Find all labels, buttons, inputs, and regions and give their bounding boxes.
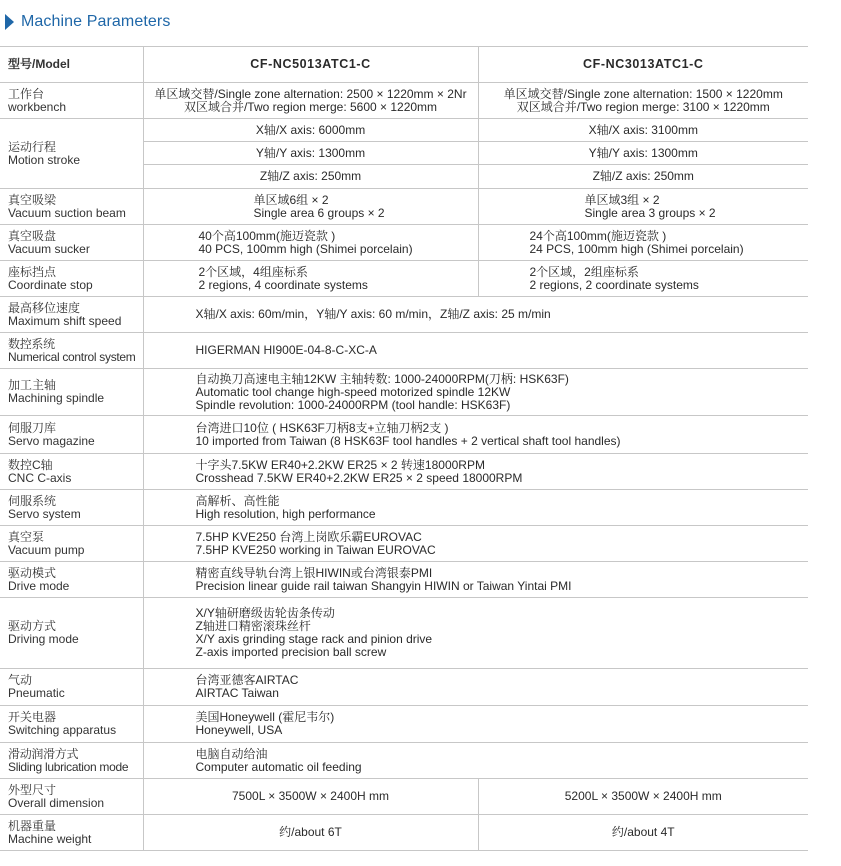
- row-label: [0, 490, 143, 526]
- cell-col-2: [478, 83, 808, 119]
- value-line: 2个区域，4组座标系: [198, 264, 308, 279]
- row-label: [0, 779, 143, 815]
- cell-col-2: [478, 189, 808, 225]
- table-row-drive-mode: [0, 562, 808, 598]
- cell-col-2: Z轴/Z axis: 250mm: [478, 165, 808, 189]
- table-row-servo-magazine: [0, 416, 808, 454]
- cell-value: HIGERMAN HI900E-04-8-C-XC-A: [143, 333, 808, 369]
- label-en: Machining spindle: [8, 391, 105, 405]
- row-label: [0, 189, 143, 225]
- value-line: Single area 6 groups × 2: [253, 205, 385, 220]
- value-line: X/Y轴研磨级齿轮齿条传动: [195, 606, 335, 620]
- table-row-shift-speed: [0, 297, 808, 333]
- cell-col-1: [143, 261, 478, 297]
- label-en: Pneumatic: [8, 686, 65, 700]
- parameters-table: [0, 46, 808, 851]
- table-row-servo-system: [0, 490, 808, 526]
- label-zh: 工作台: [8, 86, 45, 101]
- cell-col-1: [143, 225, 478, 261]
- value-line: 高解析、高性能: [195, 493, 280, 508]
- label-zh: 座标挡点: [8, 264, 57, 279]
- cell-value: [143, 490, 808, 526]
- value-line: 双区域合并/Two region merge: 3100 × 1220mm: [516, 99, 770, 114]
- label-en: Machine weight: [8, 831, 92, 846]
- table-row-workbench: [0, 83, 808, 119]
- label-en: Servo system: [8, 506, 81, 521]
- value-line: Z轴进口精密滚珠丝杆: [195, 619, 311, 633]
- table-row-vacuum-pump: [0, 526, 808, 562]
- row-label: [0, 225, 143, 261]
- cell-value: [143, 454, 808, 490]
- value-line: 2个区域，2组座标系: [529, 264, 639, 279]
- value-line: 7.5HP KVE250 台湾上岗欧乐霸EUROVAC: [195, 529, 422, 544]
- label-en: CNC C-axis: [8, 470, 72, 485]
- label-zh: 机器重量: [8, 818, 57, 833]
- table-row-pneumatic: [0, 669, 808, 706]
- cell-col-1: 7500L × 3500W × 2400H mm: [143, 779, 478, 815]
- cell-value: [143, 562, 808, 598]
- value-line: 单区域交替/Single zone alternation: 1500 × 1220mm: [503, 86, 783, 101]
- table-row-dimension: [0, 779, 808, 815]
- cell-col-1: 约/about 6T: [143, 815, 478, 851]
- section-header: [2, 8, 170, 36]
- section-title: Machine Parameters: [21, 13, 171, 30]
- table-row-spindle: [0, 369, 808, 416]
- label-zh: 真空泵: [8, 529, 45, 544]
- value-line: Spindle revolution: 1000-24000RPM (tool handle: HSK63F): [195, 397, 511, 412]
- label-en: workbench: [8, 99, 67, 114]
- value-line: 单区域6组 × 2: [253, 192, 329, 207]
- label-en: Drive mode: [8, 578, 70, 593]
- label-en: Driving mode: [8, 632, 79, 646]
- row-label: [0, 526, 143, 562]
- value-line: Precision linear guide rail taiwan Shangyin HIWIN or Taiwan Yintai PMI: [195, 578, 572, 593]
- table-row-vacuum-beam: [0, 189, 808, 225]
- label-en: Overall dimension: [8, 795, 105, 810]
- value-line: 美国Honeywell (霍尼韦尔): [195, 710, 335, 724]
- label-en: Servo magazine: [8, 433, 95, 448]
- value-line: High resolution, high performance: [195, 506, 376, 521]
- table-header-row: [0, 47, 808, 83]
- row-label: [0, 416, 143, 454]
- value-line: 24个高100mm(施迈瓷款 ): [529, 228, 667, 243]
- table-row-cnc-system: [0, 333, 808, 369]
- value-line: 单区域3组 × 2: [584, 192, 660, 207]
- row-label: [0, 119, 143, 189]
- cell-col-1: Y轴/Y axis: 1300mm: [143, 142, 478, 165]
- value-line: Single area 3 groups × 2: [584, 205, 716, 220]
- label-en: Motion stroke: [8, 152, 81, 167]
- row-label: [0, 743, 143, 779]
- row-label: [0, 706, 143, 743]
- cell-value: [143, 706, 808, 743]
- value-line: 双区域合并/Two region merge: 5600 × 1220mm: [183, 99, 438, 114]
- row-label: [0, 369, 143, 416]
- value-line: Z-axis imported precision ball screw: [195, 645, 387, 659]
- value-line: AIRTAC Taiwan: [195, 686, 279, 700]
- label-zh: 加工主轴: [8, 378, 57, 392]
- cell-col-2: Y轴/Y axis: 1300mm: [478, 142, 808, 165]
- value-line: Crosshead 7.5KW ER40+2.2KW ER25 × 2 speed 18000RPM: [195, 470, 523, 485]
- model-col-1: CF-NC5013ATC1-C: [143, 47, 478, 83]
- value-line: 自动换刀高速电主轴12KW 主轴转数: 1000-24000RPM(刀柄: HSK63F): [195, 371, 569, 386]
- label-zh: 伺服系统: [8, 493, 57, 508]
- table-row-weight: [0, 815, 808, 851]
- label-en: Vacuum pump: [8, 542, 85, 557]
- cell-col-2: [478, 261, 808, 297]
- value-line: 台湾进口10位 ( HSK63F刀柄8支+立轴刀柄2支 ): [195, 420, 449, 435]
- value-line: 2 regions, 4 coordinate systems: [198, 277, 368, 292]
- row-label: [0, 598, 143, 669]
- row-label: [0, 669, 143, 706]
- label-en: Numerical control system: [8, 349, 136, 364]
- value-line: 40 PCS, 100mm high (Shimei porcelain): [198, 241, 413, 256]
- cell-value: [143, 526, 808, 562]
- label-zh: 真空吸盘: [8, 228, 57, 243]
- value-line: X/Y axis grinding stage rack and pinion drive: [195, 632, 433, 646]
- label-zh: 运动行程: [8, 139, 57, 154]
- cell-col-1: [143, 83, 478, 119]
- value-line: Honeywell, USA: [195, 723, 283, 737]
- row-label: [0, 297, 143, 333]
- label-zh: 驱动方式: [8, 619, 57, 633]
- cell-col-1: Z轴/Z axis: 250mm: [143, 165, 478, 189]
- value-line: 十字头7.5KW ER40+2.2KW ER25 × 2 转速18000RPM: [195, 457, 485, 472]
- table-row-lubrication: [0, 743, 808, 779]
- row-label: [0, 454, 143, 490]
- label-zh: 开关电器: [8, 710, 57, 724]
- row-label: [0, 562, 143, 598]
- model-label: 型号/Model: [0, 47, 143, 83]
- value-line: 10 imported from Taiwan (8 HSK63F tool handles + 2 vertical shaft tool handles): [195, 433, 621, 448]
- row-label: [0, 261, 143, 297]
- label-zh: 数控系统: [8, 336, 55, 351]
- value-line: Computer automatic oil feeding: [195, 759, 362, 774]
- label-zh: 驱动模式: [8, 565, 57, 580]
- model-col-2: CF-NC3013ATC1-C: [478, 47, 808, 83]
- row-label: [0, 83, 143, 119]
- cell-value: [143, 598, 808, 669]
- table-row-motion-x: [0, 119, 808, 142]
- cell-col-2: 5200L × 3500W × 2400H mm: [478, 779, 808, 815]
- cell-value: [143, 369, 808, 416]
- label-en: Sliding lubrication mode: [8, 759, 129, 774]
- value-line: 台湾亚德客AIRTAC: [195, 673, 299, 687]
- table-row-switching: [0, 706, 808, 743]
- value-line: 单区域交替/Single zone alternation: 2500 × 1220mm × 2Nr: [154, 86, 467, 101]
- label-zh: 气动: [8, 673, 33, 687]
- value-line: 电脑自动给油: [195, 746, 268, 761]
- label-zh: 伺服刀库: [8, 420, 57, 435]
- label-zh: 最高移位速度: [8, 300, 81, 315]
- table-row-driving-mode: [0, 598, 808, 669]
- row-label: [0, 333, 143, 369]
- cell-col-2: 约/about 4T: [478, 815, 808, 851]
- cell-value: [143, 669, 808, 706]
- cell-col-2: [478, 225, 808, 261]
- value-line: Automatic tool change high-speed motorized spindle 12KW: [195, 384, 511, 399]
- label-en: Maximum shift speed: [8, 313, 122, 328]
- triangle-bullet-icon: [5, 14, 14, 30]
- value-line: 24 PCS, 100mm high (Shimei porcelain): [529, 241, 744, 256]
- value-line: 2 regions, 2 coordinate systems: [529, 277, 699, 292]
- cell-col-1: [143, 189, 478, 225]
- label-zh: 外型尺寸: [8, 782, 57, 797]
- cell-value: X轴/X axis: 60m/min，Y轴/Y axis: 60 m/min，Z轴/Z axis: 25 m/min: [143, 297, 808, 333]
- label-en: Switching apparatus: [8, 723, 117, 737]
- cell-value: [143, 743, 808, 779]
- value-line: 精密直线导轨台湾上银HIWIN或台湾银泰PMI: [195, 565, 433, 580]
- table-row-vacuum-sucker: [0, 225, 808, 261]
- table-row-coordinate-stop: [0, 261, 808, 297]
- cell-value: [143, 416, 808, 454]
- label-zh: 滑动润滑方式: [8, 746, 79, 761]
- label-zh: 数控C轴: [8, 457, 53, 472]
- value-line: 7.5HP KVE250 working in Taiwan EUROVAC: [195, 542, 436, 557]
- value-line: 40个高100mm(施迈瓷款 ): [198, 228, 336, 243]
- cell-col-1: X轴/X axis: 6000mm: [143, 119, 478, 142]
- cell-col-2: X轴/X axis: 3100mm: [478, 119, 808, 142]
- row-label: [0, 815, 143, 851]
- label-zh: 真空吸梁: [8, 192, 57, 207]
- label-en: Vacuum sucker: [8, 241, 90, 256]
- label-en: Coordinate stop: [8, 277, 93, 292]
- label-en: Vacuum suction beam: [8, 205, 126, 220]
- table-row-c-axis: [0, 454, 808, 490]
